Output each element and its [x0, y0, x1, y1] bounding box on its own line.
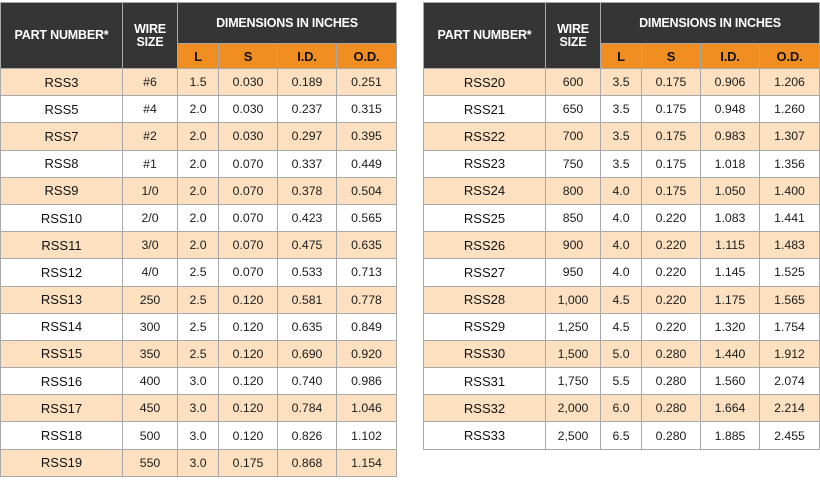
outer-diameter-cell: 0.315 [337, 96, 397, 123]
outer-diameter-cell: 0.449 [337, 150, 397, 177]
inner-diameter-cell: 1.885 [701, 422, 760, 449]
wire-size-cell: 2/0 [123, 204, 178, 231]
s-dimension-cell: 0.175 [219, 449, 278, 476]
length-cell: 2.5 [178, 340, 219, 367]
wire-size-cell: 750 [546, 150, 601, 177]
length-cell: 6.0 [601, 395, 642, 422]
wire-size-cell: 300 [123, 313, 178, 340]
table-row [1, 368, 397, 395]
wire-size-cell: 900 [546, 232, 601, 259]
length-cell: 3.5 [601, 96, 642, 123]
s-dimension-cell: 0.175 [642, 123, 701, 150]
part-number-cell: RSS30 [424, 340, 546, 367]
table-row [424, 259, 820, 286]
wire-size-cell: 2,000 [546, 395, 601, 422]
part-number-cell: RSS18 [1, 422, 123, 449]
s-dimension-cell: 0.220 [642, 204, 701, 231]
wire-size-cell: 1,250 [546, 313, 601, 340]
outer-diameter-cell: 0.251 [337, 69, 397, 96]
length-cell: 2.0 [178, 96, 219, 123]
part-number-cell: RSS14 [1, 313, 123, 340]
part-number-cell: RSS27 [424, 259, 546, 286]
table-row [1, 449, 397, 476]
inner-diameter-cell: 0.740 [278, 368, 337, 395]
header-dimensions: DIMENSIONS IN INCHES [178, 3, 397, 44]
spec-table-right [423, 2, 820, 450]
s-dimension-cell: 0.220 [642, 286, 701, 313]
length-cell: 4.0 [601, 204, 642, 231]
inner-diameter-cell: 1.018 [701, 150, 760, 177]
inner-diameter-cell: 0.237 [278, 96, 337, 123]
part-number-cell: RSS19 [1, 449, 123, 476]
header-l: L [601, 44, 642, 69]
table-row [1, 395, 397, 422]
s-dimension-cell: 0.070 [219, 150, 278, 177]
s-dimension-cell: 0.120 [219, 395, 278, 422]
table-row [424, 150, 820, 177]
outer-diameter-cell: 1.356 [760, 150, 820, 177]
length-cell: 4.0 [601, 259, 642, 286]
outer-diameter-cell: 2.214 [760, 395, 820, 422]
length-cell: 6.5 [601, 422, 642, 449]
header-part-number: PART NUMBER* [424, 3, 546, 69]
outer-diameter-cell: 0.565 [337, 204, 397, 231]
wire-size-cell: #6 [123, 69, 178, 96]
wire-size-cell: 1/0 [123, 177, 178, 204]
table-row [424, 96, 820, 123]
s-dimension-cell: 0.175 [642, 69, 701, 96]
part-number-cell: RSS15 [1, 340, 123, 367]
length-cell: 5.0 [601, 340, 642, 367]
inner-diameter-cell: 0.826 [278, 422, 337, 449]
length-cell: 3.0 [178, 449, 219, 476]
part-number-cell: RSS31 [424, 368, 546, 395]
length-cell: 3.0 [178, 368, 219, 395]
header-id: I.D. [278, 44, 337, 69]
table-row [1, 313, 397, 340]
s-dimension-cell: 0.280 [642, 368, 701, 395]
length-cell: 3.5 [601, 69, 642, 96]
outer-diameter-cell: 2.455 [760, 422, 820, 449]
inner-diameter-cell: 0.581 [278, 286, 337, 313]
wire-size-cell: 500 [123, 422, 178, 449]
inner-diameter-cell: 0.784 [278, 395, 337, 422]
s-dimension-cell: 0.280 [642, 395, 701, 422]
wire-size-cell: 600 [546, 69, 601, 96]
part-number-cell: RSS28 [424, 286, 546, 313]
table-row [424, 395, 820, 422]
outer-diameter-cell: 0.504 [337, 177, 397, 204]
wire-size-cell: 800 [546, 177, 601, 204]
inner-diameter-cell: 1.664 [701, 395, 760, 422]
inner-diameter-cell: 0.906 [701, 69, 760, 96]
wire-size-cell: 700 [546, 123, 601, 150]
wire-size-cell: 400 [123, 368, 178, 395]
length-cell: 2.5 [178, 286, 219, 313]
inner-diameter-cell: 0.690 [278, 340, 337, 367]
table-row [424, 69, 820, 96]
length-cell: 3.0 [178, 422, 219, 449]
part-number-cell: RSS25 [424, 204, 546, 231]
outer-diameter-cell: 0.778 [337, 286, 397, 313]
inner-diameter-cell: 0.423 [278, 204, 337, 231]
header-od: O.D. [760, 44, 820, 69]
outer-diameter-cell: 2.074 [760, 368, 820, 395]
part-number-cell: RSS9 [1, 177, 123, 204]
table-row [424, 177, 820, 204]
table-row [424, 286, 820, 313]
s-dimension-cell: 0.220 [642, 259, 701, 286]
length-cell: 2.5 [178, 259, 219, 286]
outer-diameter-cell: 1.102 [337, 422, 397, 449]
part-number-cell: RSS11 [1, 232, 123, 259]
s-dimension-cell: 0.030 [219, 123, 278, 150]
part-number-cell: RSS5 [1, 96, 123, 123]
table-body-right [424, 69, 820, 450]
length-cell: 2.0 [178, 177, 219, 204]
table-row [424, 232, 820, 259]
s-dimension-cell: 0.120 [219, 340, 278, 367]
table-row [1, 286, 397, 313]
outer-diameter-cell: 1.046 [337, 395, 397, 422]
part-number-cell: RSS7 [1, 123, 123, 150]
header-part-number: PART NUMBER* [1, 3, 123, 69]
s-dimension-cell: 0.220 [642, 313, 701, 340]
length-cell: 2.0 [178, 123, 219, 150]
wire-size-cell: 950 [546, 259, 601, 286]
table-row [424, 422, 820, 449]
wire-size-cell: 650 [546, 96, 601, 123]
table-row [1, 259, 397, 286]
outer-diameter-cell: 1.483 [760, 232, 820, 259]
s-dimension-cell: 0.120 [219, 313, 278, 340]
s-dimension-cell: 0.120 [219, 368, 278, 395]
s-dimension-cell: 0.070 [219, 259, 278, 286]
header-l: L [178, 44, 219, 69]
wire-size-cell: #2 [123, 123, 178, 150]
part-number-cell: RSS16 [1, 368, 123, 395]
part-number-cell: RSS33 [424, 422, 546, 449]
wire-size-cell: 4/0 [123, 259, 178, 286]
table-row [1, 232, 397, 259]
inner-diameter-cell: 0.533 [278, 259, 337, 286]
inner-diameter-cell: 0.635 [278, 313, 337, 340]
table-row [1, 123, 397, 150]
header-id: I.D. [701, 44, 760, 69]
s-dimension-cell: 0.220 [642, 232, 701, 259]
wire-size-cell: 250 [123, 286, 178, 313]
inner-diameter-cell: 1.440 [701, 340, 760, 367]
length-cell: 4.5 [601, 313, 642, 340]
table-row [1, 177, 397, 204]
length-cell: 2.0 [178, 204, 219, 231]
outer-diameter-cell: 1.307 [760, 123, 820, 150]
outer-diameter-cell: 0.395 [337, 123, 397, 150]
table-row [1, 340, 397, 367]
part-number-cell: RSS29 [424, 313, 546, 340]
table-row [1, 204, 397, 231]
inner-diameter-cell: 1.083 [701, 204, 760, 231]
part-number-cell: RSS24 [424, 177, 546, 204]
length-cell: 2.0 [178, 150, 219, 177]
outer-diameter-cell: 1.912 [760, 340, 820, 367]
s-dimension-cell: 0.070 [219, 232, 278, 259]
part-number-cell: RSS21 [424, 96, 546, 123]
table-row [1, 96, 397, 123]
length-cell: 3.5 [601, 123, 642, 150]
header-s: S [219, 44, 278, 69]
wire-size-cell: 350 [123, 340, 178, 367]
length-cell: 3.5 [601, 150, 642, 177]
header-dimensions: DIMENSIONS IN INCHES [601, 3, 820, 44]
part-number-cell: RSS8 [1, 150, 123, 177]
header-wire-size: WIRE SIZE [123, 3, 178, 69]
s-dimension-cell: 0.280 [642, 340, 701, 367]
s-dimension-cell: 0.175 [642, 96, 701, 123]
length-cell: 3.0 [178, 395, 219, 422]
s-dimension-cell: 0.120 [219, 286, 278, 313]
part-number-cell: RSS22 [424, 123, 546, 150]
s-dimension-cell: 0.070 [219, 177, 278, 204]
inner-diameter-cell: 0.337 [278, 150, 337, 177]
table-row [424, 204, 820, 231]
outer-diameter-cell: 1.441 [760, 204, 820, 231]
table-row [424, 340, 820, 367]
outer-diameter-cell: 0.849 [337, 313, 397, 340]
inner-diameter-cell: 1.145 [701, 259, 760, 286]
inner-diameter-cell: 0.475 [278, 232, 337, 259]
table-row [424, 123, 820, 150]
wire-size-cell: #1 [123, 150, 178, 177]
outer-diameter-cell: 1.400 [760, 177, 820, 204]
length-cell: 4.0 [601, 177, 642, 204]
outer-diameter-cell: 1.206 [760, 69, 820, 96]
wire-size-cell: #4 [123, 96, 178, 123]
length-cell: 2.5 [178, 313, 219, 340]
table-row [424, 368, 820, 395]
wire-size-cell: 1,500 [546, 340, 601, 367]
wire-size-cell: 850 [546, 204, 601, 231]
inner-diameter-cell: 0.297 [278, 123, 337, 150]
inner-diameter-cell: 1.050 [701, 177, 760, 204]
part-number-cell: RSS10 [1, 204, 123, 231]
outer-diameter-cell: 0.635 [337, 232, 397, 259]
table-body-left [1, 69, 397, 477]
inner-diameter-cell: 0.983 [701, 123, 760, 150]
outer-diameter-cell: 1.525 [760, 259, 820, 286]
length-cell: 4.5 [601, 286, 642, 313]
length-cell: 5.5 [601, 368, 642, 395]
wire-size-cell: 1,000 [546, 286, 601, 313]
s-dimension-cell: 0.280 [642, 422, 701, 449]
part-number-cell: RSS23 [424, 150, 546, 177]
part-number-cell: RSS12 [1, 259, 123, 286]
part-number-cell: RSS17 [1, 395, 123, 422]
table-row [1, 69, 397, 96]
part-number-cell: RSS26 [424, 232, 546, 259]
outer-diameter-cell: 0.713 [337, 259, 397, 286]
inner-diameter-cell: 0.189 [278, 69, 337, 96]
header-wire-size: WIRE SIZE [546, 3, 601, 69]
outer-diameter-cell: 1.154 [337, 449, 397, 476]
table-row [424, 313, 820, 340]
wire-size-cell: 1,750 [546, 368, 601, 395]
part-number-cell: RSS3 [1, 69, 123, 96]
header-od: O.D. [337, 44, 397, 69]
wire-size-cell: 450 [123, 395, 178, 422]
table-row [1, 422, 397, 449]
part-number-cell: RSS13 [1, 286, 123, 313]
inner-diameter-cell: 0.868 [278, 449, 337, 476]
outer-diameter-cell: 1.565 [760, 286, 820, 313]
inner-diameter-cell: 1.560 [701, 368, 760, 395]
outer-diameter-cell: 1.260 [760, 96, 820, 123]
outer-diameter-cell: 0.920 [337, 340, 397, 367]
s-dimension-cell: 0.070 [219, 204, 278, 231]
inner-diameter-cell: 1.320 [701, 313, 760, 340]
s-dimension-cell: 0.175 [642, 177, 701, 204]
s-dimension-cell: 0.030 [219, 69, 278, 96]
length-cell: 4.0 [601, 232, 642, 259]
inner-diameter-cell: 0.948 [701, 96, 760, 123]
wire-size-cell: 550 [123, 449, 178, 476]
wire-size-cell: 2,500 [546, 422, 601, 449]
table-row [1, 150, 397, 177]
part-number-cell: RSS20 [424, 69, 546, 96]
length-cell: 2.0 [178, 232, 219, 259]
spec-table-left [0, 2, 397, 477]
s-dimension-cell: 0.175 [642, 150, 701, 177]
inner-diameter-cell: 0.378 [278, 177, 337, 204]
outer-diameter-cell: 1.754 [760, 313, 820, 340]
inner-diameter-cell: 1.175 [701, 286, 760, 313]
outer-diameter-cell: 0.986 [337, 368, 397, 395]
s-dimension-cell: 0.120 [219, 422, 278, 449]
s-dimension-cell: 0.030 [219, 96, 278, 123]
part-number-cell: RSS32 [424, 395, 546, 422]
inner-diameter-cell: 1.115 [701, 232, 760, 259]
wire-size-cell: 3/0 [123, 232, 178, 259]
header-s: S [642, 44, 701, 69]
length-cell: 1.5 [178, 69, 219, 96]
